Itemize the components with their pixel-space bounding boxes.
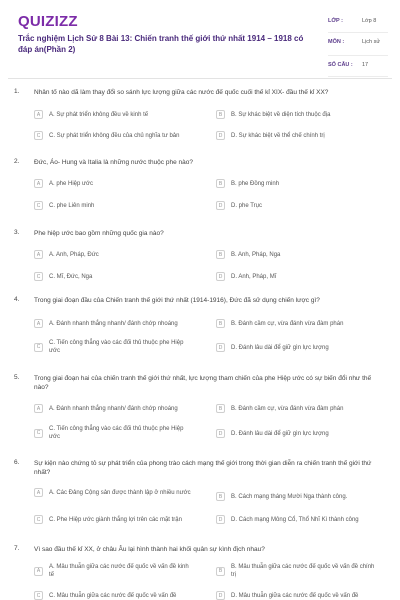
option-a[interactable] — [34, 319, 194, 328]
question-text: Trong giai đoạn hai của chiến tranh thế giới thứ nhất, lực lượng tham chiến của phe Hiệp ước có sự biến đổi như thế nào? — [34, 375, 372, 391]
option-text: A. Các Đảng Cộng sản được thành lập ở nhiều nước — [49, 489, 191, 496]
option-letter-box: D — [216, 429, 225, 438]
option-letter-box: D — [216, 272, 225, 281]
option-c[interactable] — [34, 272, 194, 281]
question-text: Trong giai đoạn đầu của Chiến tranh thế giới thứ nhất (1914-1916), Đức đã sử dụng chiến lược gì? — [34, 297, 320, 304]
option-b[interactable] — [216, 492, 376, 501]
option-letter-box: A — [34, 567, 43, 576]
option-b[interactable] — [216, 404, 376, 413]
question-1 — [0, 88, 400, 148]
question-text: Sự kiện nào chứng tỏ sự phát triển của phong trào cách mạng thế giới trong thời gian diễn ra chiến tranh thế giới thứ nhất? — [34, 460, 372, 476]
option-text: B. Anh, Pháp, Nga — [231, 251, 281, 258]
option-letter-box: A — [34, 250, 43, 259]
option-c[interactable] — [34, 515, 194, 524]
option-letter-box: D — [216, 515, 225, 524]
option-c[interactable] — [34, 339, 194, 355]
option-letter-box: A — [34, 404, 43, 413]
option-text: A. Mâu thuẫn giữa các nước đế quốc về vấn đề kinh tế — [49, 564, 189, 578]
option-letter-box: D — [216, 201, 225, 210]
option-d[interactable] — [216, 131, 376, 140]
worksheet-header — [0, 0, 400, 78]
question-number: 2. — [14, 158, 20, 165]
option-b[interactable] — [216, 110, 376, 119]
option-text: D. Anh, Pháp, Mĩ — [231, 273, 277, 280]
option-text: C. Mĩ, Đức, Nga — [49, 273, 93, 280]
option-a[interactable] — [34, 404, 194, 413]
question-5 — [0, 374, 400, 448]
option-letter-box: C — [34, 201, 43, 210]
meta-value: Lớp 8 — [362, 18, 377, 24]
option-letter-box: C — [34, 429, 43, 438]
option-letter-box: D — [216, 131, 225, 140]
option-letter-box: C — [34, 515, 43, 524]
option-d[interactable] — [216, 591, 376, 600]
option-c[interactable] — [34, 131, 194, 140]
question-6 — [0, 459, 400, 537]
option-letter-box: C — [34, 591, 43, 600]
option-letter-box: A — [34, 319, 43, 328]
option-text: C. Tiến công thẳng vào các đối thủ thuộc phe Hiệp ước — [49, 426, 184, 440]
meta-value: 17 — [362, 62, 369, 68]
option-letter-box: B — [216, 250, 225, 259]
meta-row-count — [328, 56, 388, 77]
option-d[interactable] — [216, 343, 376, 352]
option-d[interactable] — [216, 272, 376, 281]
question-text: Đức, Áo- Hung và Italia là những nước thuộc phe nào? — [34, 159, 193, 166]
option-letter-box: A — [34, 488, 43, 497]
option-text: A. Sự phát triển không đều về kinh tế — [49, 111, 149, 118]
question-text: Nhân tố nào dã làm thay đổi so sánh lực lượng giữa các nước đế quốc cuối thế kỉ XIX- đầu thế kỉ XX? — [34, 89, 329, 96]
question-text: Vì sao đầu thế kỉ XX, ở châu Âu lại hình thành hai khối quân sự kình địch nhau? — [34, 546, 265, 553]
option-b[interactable] — [216, 179, 376, 188]
option-text: C. Sự phát triển không đều của chủ nghĩa tư bản — [49, 132, 180, 139]
option-text: C. phe Liên minh — [49, 202, 95, 209]
meta-label: MÔN : — [328, 39, 345, 45]
meta-value: Lịch sử — [362, 39, 381, 45]
page-title: Trắc nghiệm Lịch Sử 8 Bài 13: Chiến tranh thế giới thứ nhất 1914 – 1918 có đáp án(Phần 2) — [18, 34, 304, 54]
option-c[interactable] — [34, 201, 194, 210]
option-letter-box: B — [216, 179, 225, 188]
option-c[interactable] — [34, 591, 194, 600]
option-text: B. Cách mạng tháng Mười Nga thành công. — [231, 493, 348, 500]
option-text: D. phe Trục — [231, 202, 263, 209]
option-b[interactable] — [216, 319, 376, 328]
option-text: B. Sự khác biệt về diện tích thuộc địa — [231, 111, 331, 118]
option-letter-box: C — [34, 272, 43, 281]
option-a[interactable] — [34, 179, 194, 188]
option-text: D. Đánh lâu dài để giữ gìn lực lượng — [231, 344, 329, 351]
question-number: 7. — [14, 545, 20, 552]
question-4 — [0, 296, 400, 366]
option-a[interactable] — [34, 488, 194, 497]
option-text: C. Tiến công thẳng vào các đối thủ thuộc phe Hiệp ước — [49, 340, 184, 354]
option-letter-box: C — [34, 131, 43, 140]
meta-label: LỚP : — [328, 18, 343, 24]
option-a[interactable] — [34, 250, 194, 259]
question-number: 3. — [14, 229, 20, 236]
meta-row-class — [328, 12, 388, 33]
option-text: A. Đánh nhanh thắng nhanh/ đánh chớp nhoáng — [49, 320, 178, 327]
option-d[interactable] — [216, 515, 376, 524]
option-c[interactable] — [34, 425, 194, 441]
worksheet-meta — [328, 12, 388, 77]
option-text: A. Anh, Pháp, Đức — [49, 251, 99, 258]
option-text: B. phe Đồng minh — [231, 180, 280, 187]
option-a[interactable] — [34, 563, 194, 579]
option-text: A. Đánh nhanh thắng nhanh/ đánh chớp nhoáng — [49, 405, 178, 412]
question-2 — [0, 158, 400, 218]
meta-row-subject — [328, 33, 388, 56]
question-number: 4. — [14, 296, 20, 303]
option-letter-box: B — [216, 492, 225, 501]
meta-label: SỐ CÂU : — [328, 62, 353, 68]
option-letter-box: B — [216, 319, 225, 328]
option-text: D. Sự khác biệt về thể chế chính trị — [231, 132, 325, 139]
option-letter-box: A — [34, 179, 43, 188]
question-7 — [0, 545, 400, 600]
option-text: D. Mâu thuẫn giữa các nước đế quốc về vấn đề — [231, 592, 359, 599]
option-letter-box: B — [216, 404, 225, 413]
option-letter-box: B — [216, 110, 225, 119]
option-letter-box: B — [216, 567, 225, 576]
option-text: D. Đánh lâu dài để giữ gìn lực lượng — [231, 430, 329, 437]
option-b[interactable] — [216, 563, 376, 579]
option-text: B. Đánh cầm cự, vừa đánh vừa đàm phán — [231, 320, 344, 327]
option-letter-box: D — [216, 343, 225, 352]
question-number: 5. — [14, 374, 20, 381]
option-text: C. Mâu thuẫn giữa các nước đế quốc về vấn đề — [49, 592, 177, 599]
option-a[interactable] — [34, 110, 194, 119]
option-letter-box: C — [34, 343, 43, 352]
option-text: A. phe Hiệp ước — [49, 180, 93, 187]
option-d[interactable] — [216, 201, 376, 210]
option-text: C. Phe Hiệp ước giành thắng lợi trên các mặt trận — [49, 516, 182, 523]
option-text: B. Mâu thuẫn giữa các nước đế quốc về vấn đề chính trị — [231, 564, 375, 578]
question-text: Phe hiệp ước bao gồm những quốc gia nào? — [34, 230, 164, 237]
header-divider — [8, 78, 392, 79]
option-text: D. Cách mạng Mông Cổ, Thổ Nhĩ Kì thành công — [231, 516, 359, 523]
option-letter-box: A — [34, 110, 43, 119]
option-letter-box: D — [216, 591, 225, 600]
question-number: 6. — [14, 459, 20, 466]
quizizz-logo[interactable]: QUIZIZZ — [18, 13, 78, 30]
option-d[interactable] — [216, 429, 376, 438]
option-text: B. Đánh cầm cự, vừa đánh vừa đàm phán — [231, 405, 344, 412]
question-3 — [0, 229, 400, 289]
option-b[interactable] — [216, 250, 376, 259]
question-number: 1. — [14, 88, 20, 95]
